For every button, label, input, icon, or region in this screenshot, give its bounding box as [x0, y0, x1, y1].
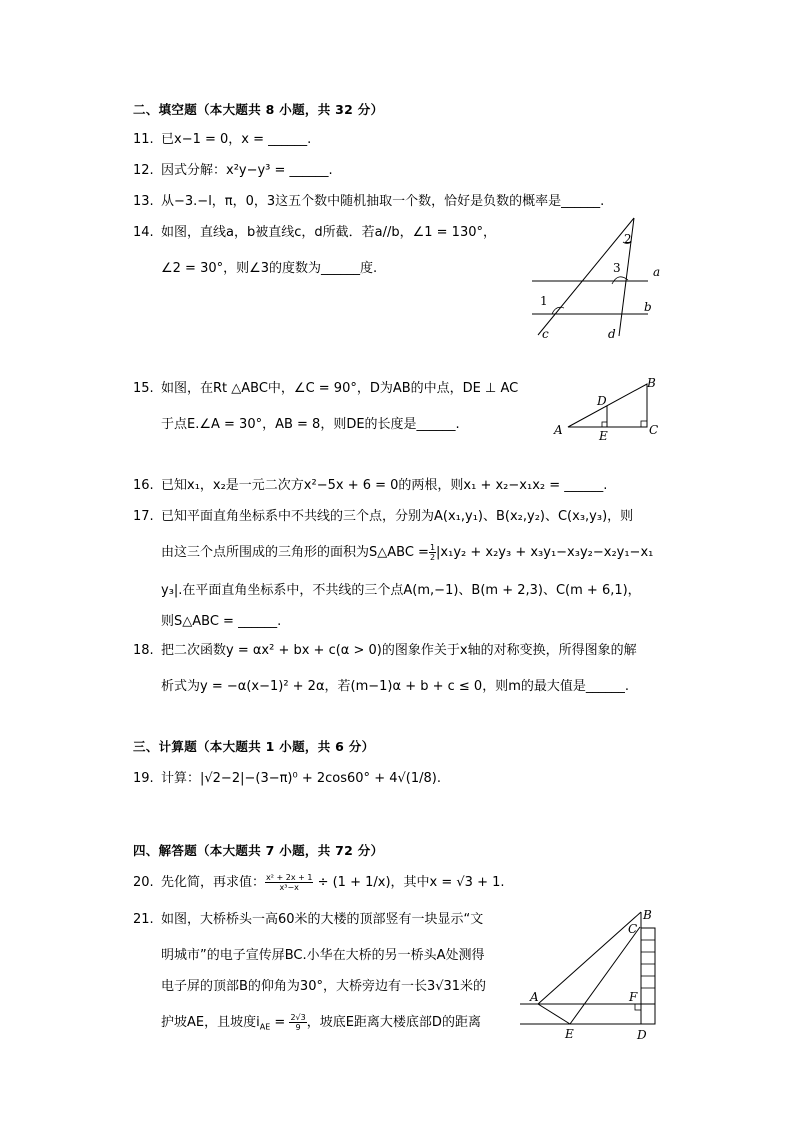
label-c: c: [542, 327, 549, 341]
slope-subscript: AE: [259, 1022, 271, 1032]
question-14-line2: ∠2 = 30°，则∠3的度数为______度.: [161, 261, 378, 276]
label-B: B: [643, 908, 652, 922]
right-angle-f: [635, 1004, 641, 1010]
label-B: B: [647, 376, 656, 390]
question-11: [133, 125, 311, 155]
question-number: 12.: [133, 163, 154, 178]
fraction-slope: [289, 1013, 306, 1032]
question-21-line3: 电子屏的顶部B的仰角为30°，大桥旁边有一长3√31米的: [161, 979, 487, 994]
slope-equals: =: [270, 1015, 290, 1030]
slope-text-prefix: 护坡AE，且坡度i: [161, 1015, 260, 1030]
label-D: D: [637, 1028, 647, 1042]
question-text-line1: 把二次函数y = αx² + bx + c(α > 0)的图象作关于x轴的对称变换，所得图象的解: [161, 643, 637, 658]
question-number: 16.: [133, 478, 154, 493]
right-angle-e: [602, 422, 607, 427]
question-17: [133, 502, 633, 532]
question-text-prefix: 先化简，再求值：: [161, 875, 266, 890]
label-angle-2: 2: [624, 232, 632, 246]
fraction-numerator: 1: [429, 543, 436, 552]
question-14: [133, 218, 496, 248]
label-d: d: [608, 327, 616, 341]
label-angle-3: 3: [613, 261, 621, 275]
question-19: [133, 764, 441, 794]
label-E: E: [565, 1027, 574, 1041]
question-text-suffix: ÷ (1 + 1/x)，其中x = √3 + 1.: [313, 875, 505, 890]
label-E: E: [599, 429, 608, 442]
label-angle-1: 1: [540, 294, 548, 308]
fraction-expression: [265, 873, 313, 892]
section-fill-heading: 二、填空题（本大题共 8 小题，共 32 分）: [133, 102, 384, 117]
question-15-line2: 于点E.∠A = 30°，AB = 8，则DE的长度是______.: [161, 417, 460, 432]
question-text: 计算：|√2−2|−(3−π)⁰ + 2cos60° + 4√(1/8).: [161, 771, 441, 786]
question-number: 19.: [133, 771, 154, 786]
sight-line-ec: [570, 927, 640, 1024]
fraction-half: [429, 543, 436, 562]
sight-line-ab: [538, 912, 641, 1004]
question-17-line2: [161, 541, 653, 562]
label-A: A: [530, 990, 539, 1004]
question-number: 14.: [133, 225, 154, 240]
question-text-line1: 已知平面直角坐标系中不共线的三个点，分别为A(x₁,y₁)、B(x₂,y₂)、C(x₃,y₃)，则: [161, 509, 634, 524]
label-a: a: [653, 265, 661, 279]
question-21: [133, 905, 483, 935]
label-A: A: [554, 423, 563, 437]
question-number: 17.: [133, 509, 154, 524]
question-text: 从−3.−l，π，0，3这五个数中随机抽取一个数，恰好是负数的概率是______.: [161, 194, 605, 209]
question-17-line4: 则S△ABC = ______.: [161, 614, 282, 629]
figure-21: [512, 902, 672, 1044]
question-text: 已x−1 = 0，x = ______.: [161, 132, 312, 147]
label-C: C: [628, 922, 638, 936]
building-floors: [641, 940, 655, 988]
section-calc-heading: 三、计算题（本大题共 1 小题，共 6 分）: [133, 739, 375, 754]
figure-14: [520, 212, 665, 347]
question-number: 11.: [133, 132, 154, 147]
question-15: [133, 374, 518, 404]
question-number: 18.: [133, 643, 154, 658]
question-number: 20.: [133, 875, 154, 890]
question-16: [133, 471, 607, 501]
label-b: b: [644, 300, 652, 314]
question-text-line1: 如图，大桥桥头一高60米的大楼的顶部竖有一块显示“文: [161, 912, 484, 927]
label-F: F: [629, 990, 638, 1004]
question-12: [133, 156, 333, 186]
area-formula-prefix: 由这三个点所围成的三角形的面积为S△ABC =: [161, 545, 429, 560]
question-18-line2: 析式为y = −α(x−1)² + 2α，若(m−1)α + b + c ≤ 0，则m的最大值是______.: [161, 679, 630, 694]
question-number: 15.: [133, 381, 154, 396]
slope-ae: [538, 1004, 570, 1024]
question-20: [133, 868, 505, 898]
figure-15: [550, 372, 670, 442]
question-text: 因式分解：x²y−y³ = ______.: [161, 163, 333, 178]
fraction-numerator: x² + 2x + 1: [266, 873, 313, 882]
question-21-line4: [161, 1011, 481, 1032]
question-number: 13.: [133, 194, 154, 209]
question-number: 21.: [133, 912, 154, 927]
question-text-line1: 如图，在Rt △ABC中，∠C = 90°，D为AB的中点，DE ⊥ AC: [161, 381, 519, 396]
question-text: 已知x₁，x₂是一元二次方x²−5x + 6 = 0的两根，则x₁ + x₂−x₁x₂ = ______.: [161, 478, 608, 493]
fraction-numerator: 2√3: [290, 1013, 306, 1022]
fraction-denominator: 9: [295, 1023, 301, 1032]
right-angle-c: [641, 421, 647, 427]
question-text-line1: 如图，直线a，b被直线c，d所截．若a//b，∠1 = 130°，: [161, 225, 496, 240]
question-18: [133, 636, 637, 666]
question-21-line2: 明城市”的电子宣传屏BC.小华在大桥的另一桥头A处测得: [161, 948, 485, 963]
question-17-line3: y₃|.在平面直角坐标系中，不共线的三个点A(m,−1)、B(m + 2,3)、C(m + 6,1)，: [161, 583, 641, 598]
slope-text-suffix: ，坡底E距离大楼底部D的距离: [306, 1015, 481, 1030]
label-D: D: [597, 394, 607, 408]
fraction-denominator: x³−x: [279, 883, 299, 892]
label-C: C: [649, 423, 659, 437]
fraction-denominator: 2: [429, 553, 436, 562]
section-solve-heading: 四、解答题（本大题共 7 小题，共 72 分）: [133, 843, 384, 858]
area-formula-body: |x₁y₂ + x₂y₃ + x₃y₁−x₃y₂−x₂y₁−x₁: [436, 545, 654, 560]
